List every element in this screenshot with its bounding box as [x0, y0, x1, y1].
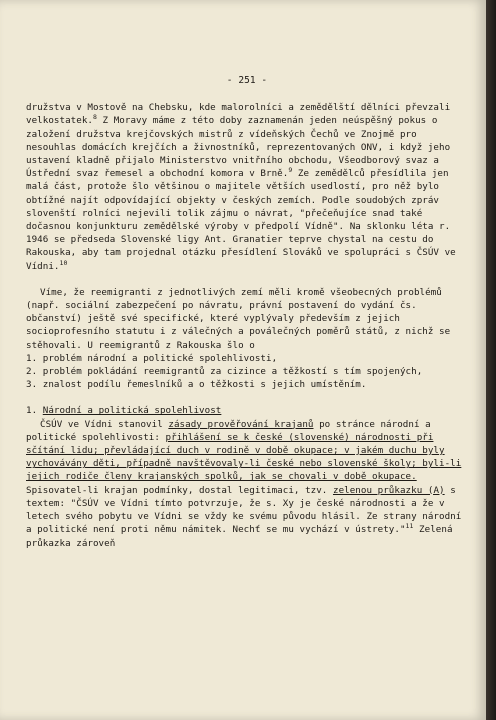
paragraph-3-t1: ČSÚV ve Vídni stanovil [40, 418, 169, 430]
list-item-3: 3. znalost podílu řemeslníků a o těžkosti s jejich umístěním. [26, 379, 367, 391]
paragraph-1-text-c: Ze zemědělců přesídlila jen malá část, protože šlo většinou o majitele větších usedlostí, pro něž bylo obtížné najít odpovídající objekty v českých zemích. Podle soudobých zpráv slovenští rolníci nejevili tolik zájmu o návrat, "přečeňujíce snad také dočasnou konjunkturu zemědělské výroby v předpolí Vídně". Na sklonku léta r. 1946 se předseda Slovenské ligy Ant. Granatier teprve chystal na cestu do Rakouska, aby tam projednal otázku přesídlení Slováků ve spolupráci s ČSÚV ve Vídni. [26, 168, 456, 272]
section-number: 1. [26, 405, 43, 417]
paragraph-3 [26, 418, 468, 550]
paragraph-3-t3: Spisovatel-li krajan podmínky, dostal legitimaci, tzv. [26, 484, 333, 496]
underlined-green-card: zelenou průkazku (A) [332, 484, 445, 496]
section-heading-text: Národní a politická spolehlivost [42, 405, 222, 417]
underlined-criteria: přihlášení se k české (slovenské) národnosti při sčítání lidu; převládající duch v rodině v době okupace; v jakém duchu byly vychovávány děti, případně navštěvovaly-li české nebo slovenské školy; byli-li jejich rodiče členy krajanských spolků, jak se chovali v době okupace. [26, 431, 462, 483]
footnote-9: 9 [288, 166, 293, 175]
paragraph-3-t2: po stránce národní a politické spolehlivosti: [26, 418, 431, 443]
footnote-10: 10 [59, 258, 68, 267]
list-item-2: 2. problém pokládání reemigrantů za cizince a těžkostí s tím spojených, [26, 366, 423, 378]
page-number: - 251 - [226, 75, 268, 86]
section-heading [26, 404, 468, 417]
paragraph-1 [26, 101, 468, 273]
paragraph-3-t4: s textem: "ČSÚV ve Vídni tímto potvrzuje, že s. Xy je české národnosti a že v letech svého pobytu ve Vídni se vždy ke svému původu hlásil. Ze strany národní a politické není proti němu námitek. Nechť se mu vychází v ústrety." [26, 484, 462, 536]
spacer [26, 273, 468, 286]
paragraph-1-text-b: Z Moravy máme z této doby zaznamenán jeden neúspěšný pokus o založení družstva krejčovských mistrů z vídeňských Čechů ve Znojmě pro nesouhlas domácích krejčích a živnostníků, reprezentovaných ONV, i když jeho ustavení kladně přijalo Ministerstvo vnitřního obchodu, Všeodborový svaz a Ústřední svaz řemesel a obchodní komora v Brně. [26, 115, 451, 180]
underlined-principles: zásady prověřování krajanů [168, 418, 314, 430]
footnote-11: 11 [405, 522, 414, 531]
spacer [26, 391, 468, 404]
book-spine [486, 0, 496, 720]
list-item-1: 1. problém národní a politické spolehlivosti, [26, 352, 278, 364]
paragraph-2: Víme, že reemigranti z jednotlivých zemí měli kromě všeobecných problémů (např. sociální zabezpečení po návratu, právní postavení do vydání čs. občanství) ještě své specifické, které vyplývaly především z jejich socioprofesního statutu i z válečných a poválečných poměrů států, z nichž se stěhovali. U reemigrantů z Rakouska šlo o [26, 286, 451, 351]
paragraph-3-t5: Zelená průkazka zároveň [26, 524, 453, 549]
page-content [26, 74, 468, 550]
paragraph-1-text-a: družstva v Mostově na Chebsku, kde malorolníci a zemědělští dělníci převzali velkostatek. [26, 102, 451, 127]
footnote-8: 8 [92, 113, 97, 122]
